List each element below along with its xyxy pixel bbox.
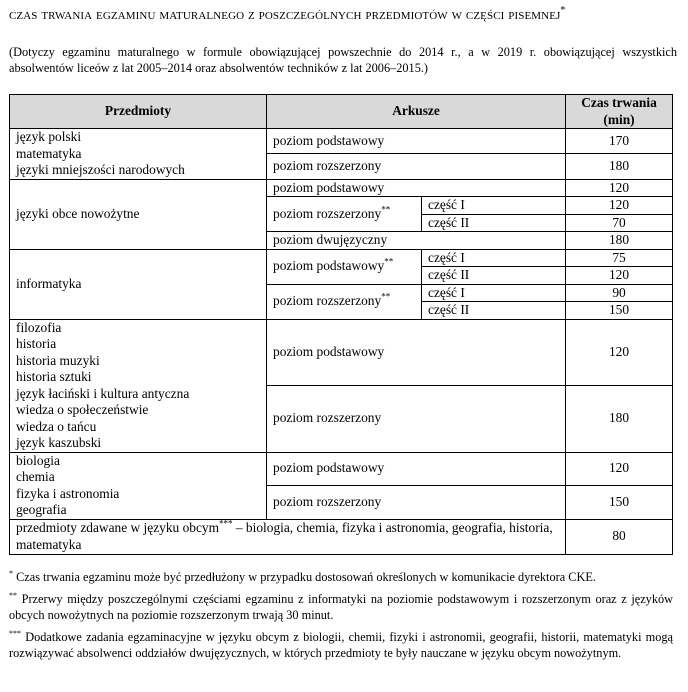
level-cell: poziom dwujęzyczny	[267, 232, 566, 250]
footnote	[9, 629, 673, 661]
time-cell: 180	[566, 385, 673, 452]
document-title	[9, 5, 681, 25]
subject-name: fizyka i astronomia	[16, 485, 120, 501]
foreign-text-before: przedmioty zdawane w języku obcym	[16, 520, 220, 535]
subject-name: historia sztuki	[16, 369, 92, 384]
footnote-text: Dodatkowe zadania egzaminacyjne w języku obcym z biologii, chemii, fizyki i astronomii, geografii, historii, matematyki mogą rozwiązywać absolwenci oddziałów dwujęzycznych, w których przedmioty te były nauczane w języku obcym nowożytnym.	[9, 630, 673, 660]
title-text: czas trwania egzaminu maturalnego z poszczególnych przedmiotów w części pisemnej	[9, 7, 561, 23]
time-cell: 120	[566, 267, 673, 285]
table-row	[10, 179, 673, 197]
level-label: poziom rozszerzony	[273, 205, 382, 221]
footnote-marker: **	[381, 291, 391, 302]
table-row	[10, 249, 673, 267]
time-cell: 90	[566, 284, 673, 302]
level-cell	[267, 284, 422, 319]
part-cell: część II	[422, 267, 566, 285]
footnote-text: Czas trwania egzaminu może być przedłużony w przypadku dostosowań określonych w komunikacie dyrektora CKE.	[13, 570, 596, 584]
footnote-marker: ***	[9, 628, 21, 638]
part-cell: część I	[422, 284, 566, 302]
title-footnote-marker: *	[560, 5, 566, 16]
foreign-language-subjects-cell	[10, 519, 566, 554]
foreign-text-after: – biologia, chemia, fizyka i astronomia, geografia, historia, matematyka	[16, 520, 553, 552]
footnote	[9, 569, 673, 585]
level-cell: poziom rozszerzony	[267, 385, 566, 452]
subject-name: informatyka	[16, 275, 82, 291]
subject-name: historia muzyki	[16, 352, 100, 368]
time-cell: 120	[566, 197, 673, 215]
footnote-marker: **	[9, 590, 17, 600]
header-subjects: Przedmioty	[10, 95, 267, 129]
document-subtitle: (Dotyczy egzaminu maturalnego w formule obowiązującej powszechnie do 2014 r., a w 2019 r. obowiązującej wszystkich absolwentów liceów z lat 2005–2014 oraz absolwentów techników z lat 2006–2015.)	[9, 45, 677, 75]
table-row	[10, 129, 673, 154]
subject-cell	[10, 452, 267, 519]
time-cell: 180	[566, 154, 673, 179]
level-label: poziom podstawowy	[273, 258, 385, 274]
level-cell: poziom podstawowy	[267, 179, 566, 197]
header-sheets: Arkusze	[267, 95, 566, 129]
footnote-marker: *	[9, 568, 13, 578]
table-header-row	[10, 95, 673, 129]
subject-name: chemia	[16, 469, 55, 484]
subject-name: historia	[16, 336, 57, 351]
level-cell	[267, 249, 422, 284]
subject-name: biologia	[16, 452, 60, 468]
subject-name: języki mniejszości narodowych	[16, 162, 185, 177]
time-cell: 150	[566, 302, 673, 320]
footnotes	[9, 569, 673, 667]
level-cell: poziom podstawowy	[267, 319, 566, 385]
time-cell: 120	[566, 452, 673, 485]
subject-name: język łaciński i kultura antyczna	[16, 385, 190, 401]
time-cell: 75	[566, 249, 673, 267]
subject-cell	[10, 249, 267, 319]
table-row	[10, 319, 673, 385]
part-cell: część II	[422, 302, 566, 320]
subject-name: języki obce nowożytne	[16, 205, 140, 221]
table-row	[10, 452, 673, 485]
footnote	[9, 591, 673, 623]
footnote-marker: **	[384, 256, 394, 267]
level-cell: poziom podstawowy	[267, 129, 566, 154]
subject-name: język polski	[16, 129, 82, 144]
time-cell: 70	[566, 214, 673, 232]
footnote-marker: ***	[219, 518, 233, 529]
footnote-marker: **	[381, 204, 391, 215]
part-cell: część I	[422, 249, 566, 267]
time-cell: 170	[566, 129, 673, 154]
header-time: Czas trwania (min)	[566, 95, 673, 129]
level-cell: poziom podstawowy	[267, 452, 566, 485]
part-cell: część I	[422, 197, 566, 215]
level-cell	[267, 197, 422, 232]
time-cell: 120	[566, 319, 673, 385]
time-cell: 80	[566, 519, 673, 554]
part-cell: część II	[422, 214, 566, 232]
subject-name: wiedza o tańcu	[16, 418, 97, 434]
table-row	[10, 519, 673, 554]
level-label: poziom rozszerzony	[273, 293, 382, 309]
time-cell: 150	[566, 485, 673, 519]
exam-duration-table	[9, 94, 673, 555]
footnote-text: Przerwy między poszczególnymi częściami egzaminu z informatyki na poziomie podstawowym i rozszerzonym oraz z języków obcych nowożytnych na poziomie rozszerzonym trwają 30 minut.	[9, 592, 673, 622]
subject-cell	[10, 319, 267, 452]
level-cell: poziom rozszerzony	[267, 485, 566, 519]
subject-name: filozofia	[16, 319, 62, 335]
subject-name: matematyka	[16, 145, 82, 161]
subject-name: język kaszubski	[16, 435, 102, 450]
subject-name: wiedza o społeczeństwie	[16, 402, 149, 417]
time-cell: 180	[566, 232, 673, 250]
subject-cell	[10, 129, 267, 180]
level-cell: poziom rozszerzony	[267, 154, 566, 179]
subject-name: geografia	[16, 502, 67, 517]
time-cell: 120	[566, 179, 673, 197]
subject-cell	[10, 179, 267, 249]
